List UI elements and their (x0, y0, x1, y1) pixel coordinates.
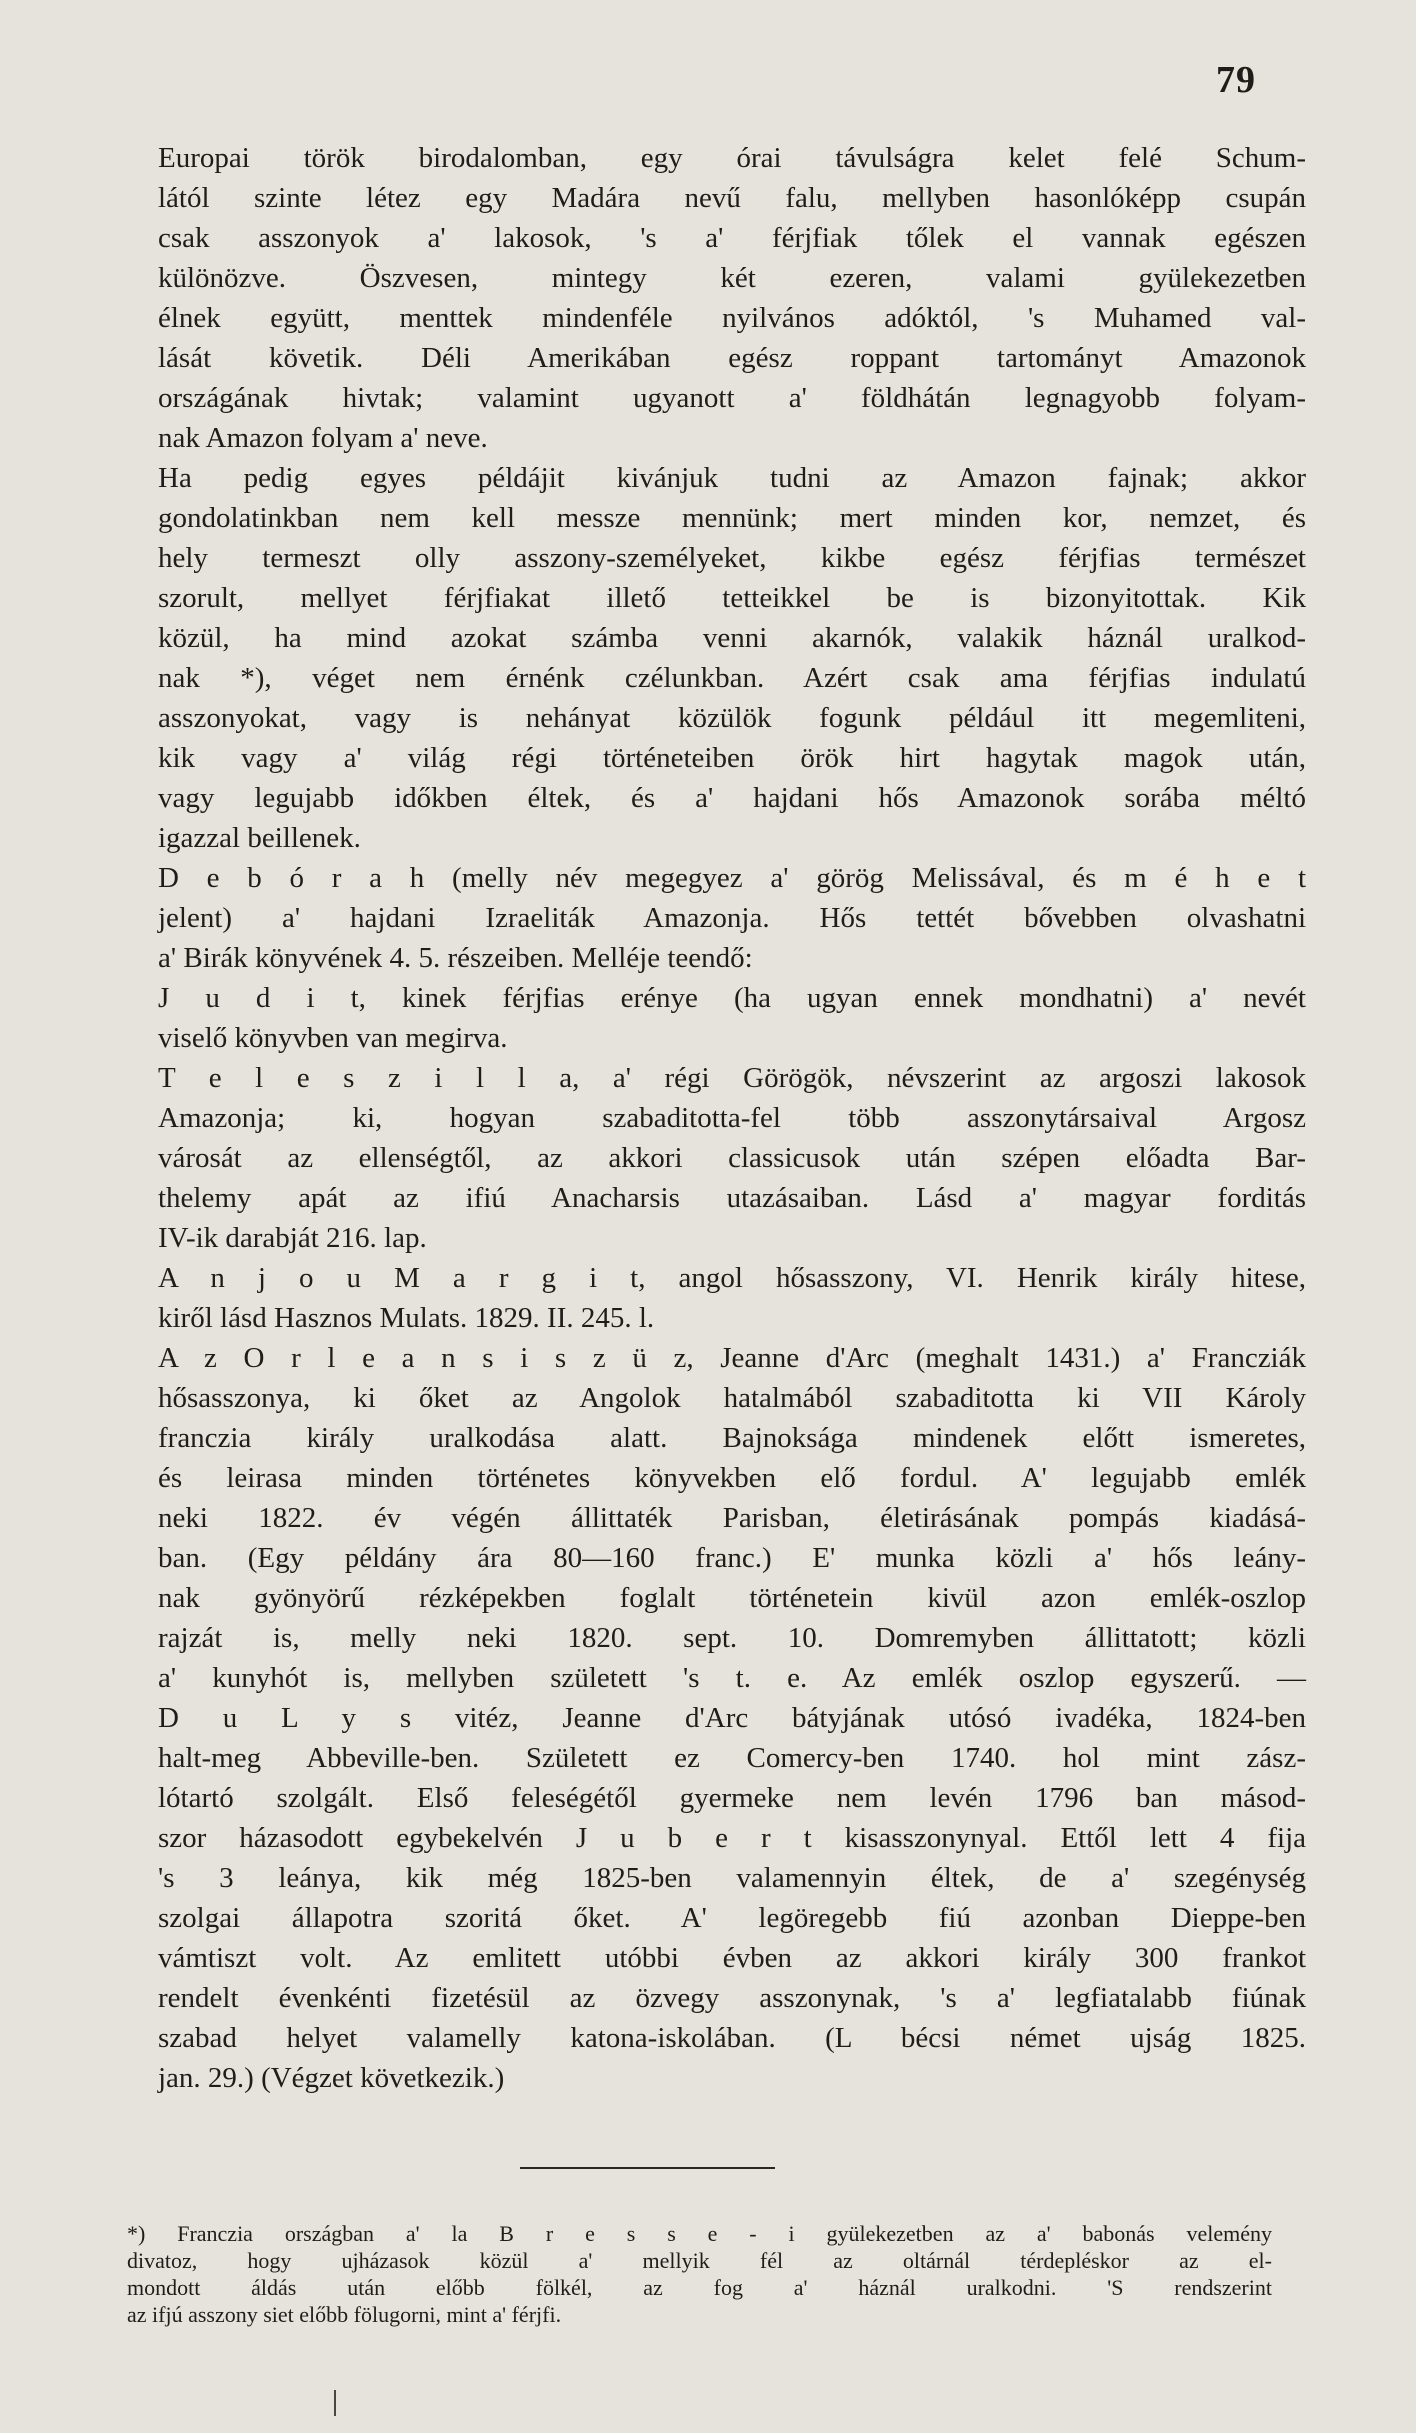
text-line: lását követik. Déli Amerikában egész roppant tartományt Amazonok (158, 342, 1306, 374)
text-line: jelent) a' hajdani Izraeliták Amazonja. Hős tettét bővebben olvashatni (158, 902, 1306, 934)
text-line: vagy legujabb időkben éltek, és a' hajdani hős Amazonok sorába méltó (158, 782, 1306, 814)
text-line: J u d i t, kinek férjfias erénye (ha ugyan ennek mondhatni) a' nevét (158, 982, 1306, 1014)
text-line: közül, ha mind azokat számba venni akarnók, valakik háznál uralkod- (158, 622, 1306, 654)
text-line: nak *), véget nem érnénk czélunkban. Azért csak ama férjfias indulatú (158, 662, 1306, 694)
text-line: kiről lásd Hasznos Mulats. 1829. II. 245. l. (158, 1302, 655, 1334)
text-line: vámtiszt volt. Az emlitett utóbbi évben az akkori király 300 frankot (158, 1942, 1306, 1974)
text-line: szorult, mellyet férjfiakat illető tetteikkel be is bizonyitottak. Kik (158, 582, 1306, 614)
text-line: viselő könyvben van megirva. (158, 1022, 508, 1054)
text-line: D u L y s vitéz, Jeanne d'Arc bátyjának utósó ivadéka, 1824-ben (158, 1702, 1306, 1734)
main-text (158, 138, 1306, 2098)
text-line: élnek együtt, menttek mindenféle nyilvános adóktól, 's Muhamed val- (158, 302, 1306, 334)
text-line: a' Birák könyvének 4. 5. részeiben. Melléje teendő: (158, 942, 753, 974)
text-line: Ha pedig egyes példájit kivánjuk tudni az Amazon fajnak; akkor (158, 462, 1306, 494)
footnote-line: divatoz, hogy ujházasok közül a' mellyik fél az oltárnál térdepléskor az el- (127, 2248, 1272, 2273)
text-line: hely termeszt olly asszony-személyeket, kikbe egész férjfias természet (158, 542, 1306, 574)
text-line: nak gyönyörű rézképekben foglalt történetein kivül azon emlék-oszlop (158, 1582, 1306, 1614)
text-line: Europai török birodalomban, egy órai távulságra kelet felé Schum- (158, 142, 1306, 174)
text-line: lótartó szolgált. Első feleségétől gyermeke nem levén 1796 ban másod- (158, 1782, 1306, 1814)
text-line: A z O r l e a n s i s z ü z, Jeanne d'Arc (meghalt 1431.) a' Francziák (158, 1342, 1306, 1374)
text-line: rajzát is, melly neki 1820. sept. 10. Domremyben állittatott; közli (158, 1622, 1306, 1654)
text-line: hősasszonya, ki őket az Angolok hatalmából szabaditotta ki VII Károly (158, 1382, 1306, 1414)
text-line: különözve. Öszvesen, mintegy két ezeren, valami gyülekezetben (158, 262, 1306, 294)
page-number: 79 (1216, 59, 1256, 101)
ink-mark (334, 2390, 336, 2416)
footnote-divider (520, 2167, 775, 2169)
text-line: nak Amazon folyam a' neve. (158, 422, 488, 454)
text-line: igazzal beillenek. (158, 822, 361, 854)
footnote-line: *) Franczia országban a' la B r e s s e - i gyülekezetben az a' babonás velemény (127, 2221, 1272, 2246)
text-line: rendelt évenkénti fizetésül az özvegy asszonynak, 's a' legfiatalabb fiúnak (158, 1982, 1306, 2014)
text-line: csak asszonyok a' lakosok, 's a' férjfiak tőlek el vannak egészen (158, 222, 1306, 254)
footnote (127, 2220, 1272, 2328)
text-line: és leirasa minden történetes könyvekben elő fordul. A' legujabb emlék (158, 1462, 1306, 1494)
text-line: A n j o u M a r g i t, angol hősasszony, VI. Henrik király hitese, (158, 1262, 1306, 1294)
text-line: 's 3 leánya, kik még 1825-ben valamennyin éltek, de a' szegénység (158, 1862, 1306, 1894)
footnote-line: mondott áldás után előbb fölkél, az fog a' háznál uralkodni. 'S rendszerint (127, 2275, 1272, 2300)
text-line: országának hivtak; valamint ugyanott a' földhátán legnagyobb folyam- (158, 382, 1306, 414)
text-line: IV-ik darabját 216. lap. (158, 1222, 427, 1254)
text-line: D e b ó r a h (melly név megegyez a' görög Melissával, és m é h e t (158, 862, 1306, 894)
text-line: szabad helyet valamelly katona-iskolában. (L bécsi német ujság 1825. (158, 2022, 1306, 2054)
text-line: városát az ellenségtől, az akkori classicusok után szépen előadta Bar- (158, 1142, 1306, 1174)
text-line: neki 1822. év végén állittaték Parisban, életirásának pompás kiadásá- (158, 1502, 1306, 1534)
text-line: lától szinte létez egy Madára nevű falu, mellyben hasonlóképp csupán (158, 182, 1306, 214)
footnote-line: az ifjú asszony siet előbb fölugorni, mint a' férjfi. (127, 2302, 562, 2327)
text-line: szor házasodott egybekelvén J u b e r t kisasszonynyal. Ettől lett 4 fija (158, 1822, 1306, 1854)
text-line: gondolatinkban nem kell messze mennünk; mert minden kor, nemzet, és (158, 502, 1306, 534)
text-line: franczia király uralkodása alatt. Bajnoksága mindenek előtt ismeretes, (158, 1422, 1306, 1454)
text-line: asszonyokat, vagy is nehányat közülök fogunk például itt megemliteni, (158, 702, 1306, 734)
text-line: ban. (Egy példány ára 80—160 franc.) E' munka közli a' hős leány- (158, 1542, 1306, 1574)
text-line: T e l e s z i l l a, a' régi Görögök, névszerint az argoszi lakosok (158, 1062, 1306, 1094)
text-line: thelemy apát az ifiú Anacharsis utazásaiban. Lásd a' magyar forditás (158, 1182, 1306, 1214)
text-line: halt-meg Abbeville-ben. Született ez Comercy-ben 1740. hol mint zász- (158, 1742, 1306, 1774)
text-line: jan. 29.) (Végzet következik.) (158, 2062, 505, 2094)
text-line: szolgai állapotra szoritá őket. A' legöregebb fiú azonban Dieppe-ben (158, 1902, 1306, 1934)
text-line: a' kunyhót is, mellyben született 's t. e. Az emlék oszlop egyszerű. — (158, 1662, 1306, 1694)
text-line: Amazonja; ki, hogyan szabaditotta-fel több asszonytársaival Argosz (158, 1102, 1306, 1134)
text-line: kik vagy a' világ régi történeteiben örök hirt hagytak magok után, (158, 742, 1306, 774)
